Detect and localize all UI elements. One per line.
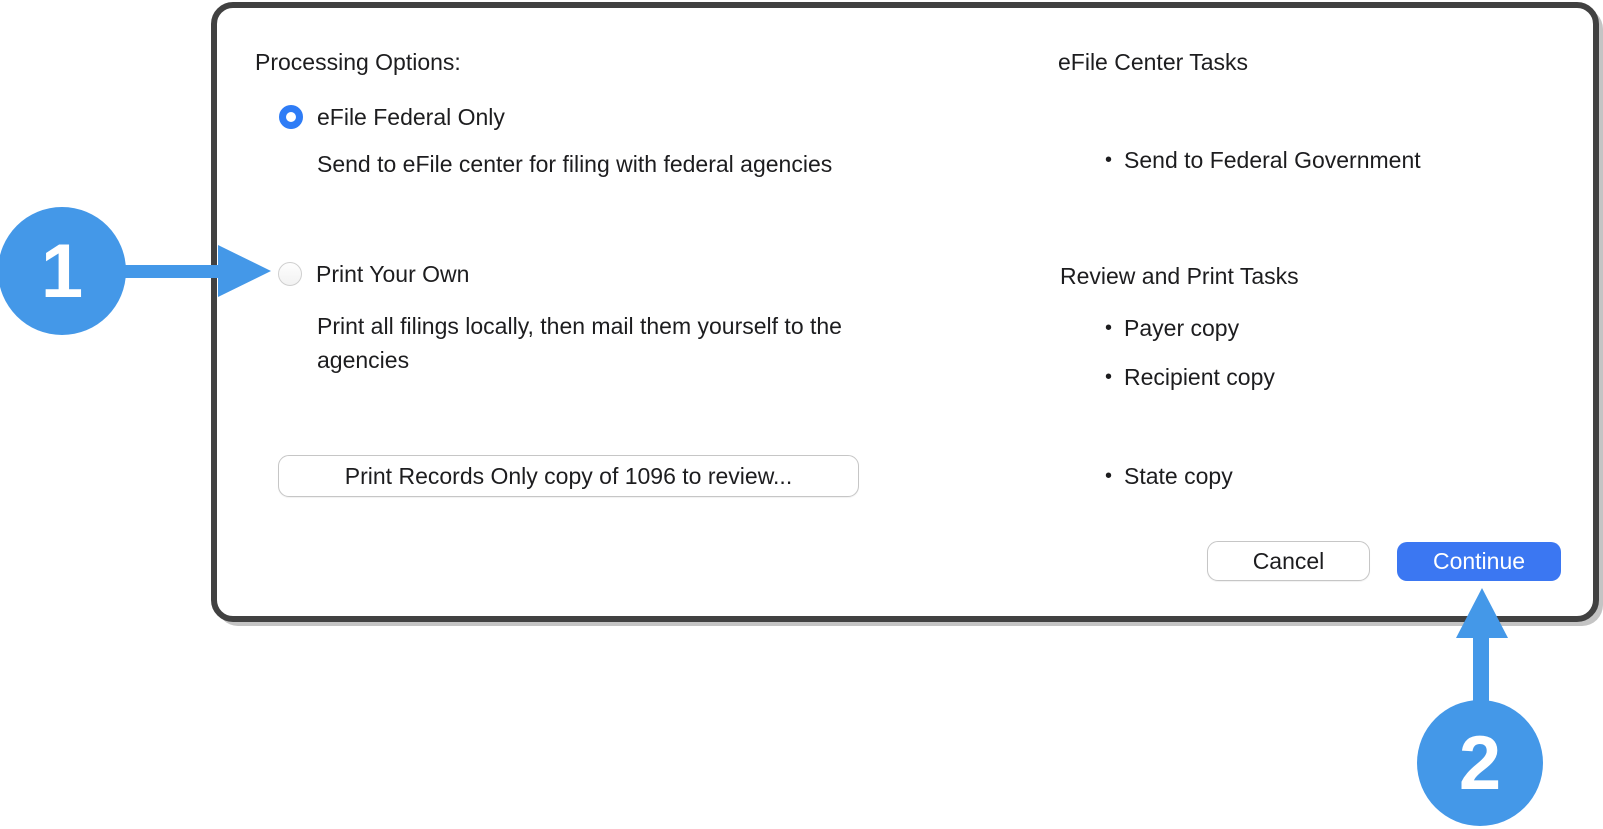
print-your-own-description: Print all filings locally, then mail them yourself to the agencies: [317, 313, 842, 373]
bullet-icon: •: [1105, 366, 1113, 388]
callout-2-number: 2: [1458, 720, 1502, 806]
payer-copy-label: Payer copy: [1124, 315, 1240, 341]
efile-task-item: [1105, 145, 1421, 175]
review-print-tasks-heading: Review and Print Tasks: [1060, 263, 1299, 289]
state-copy-label: State copy: [1124, 463, 1233, 489]
efile-federal-only-option[interactable]: [279, 102, 505, 132]
callout-2-badge: [1417, 700, 1543, 826]
print-your-own-option[interactable]: [278, 259, 469, 289]
continue-button[interactable]: Continue: [1397, 542, 1561, 581]
print-your-own-label: Print Your Own: [316, 261, 470, 287]
bullet-icon: •: [1105, 465, 1113, 487]
bullet-icon: •: [1105, 149, 1113, 171]
callout-2-arrow-icon: [1456, 588, 1508, 638]
efile-task-label: Send to Federal Government: [1124, 147, 1421, 173]
print-your-own-radio-icon[interactable]: [278, 262, 302, 286]
efile-federal-only-label: eFile Federal Only: [317, 104, 505, 130]
callout-2-arrow-shaft: [1473, 633, 1489, 708]
processing-options-label: Processing Options:: [255, 49, 461, 75]
efile-center-tasks-heading: eFile Center Tasks: [1058, 49, 1249, 75]
efile-processing-dialog: [211, 2, 1599, 622]
callout-1-badge: [0, 207, 126, 335]
callout-1-arrow-shaft: [118, 265, 222, 278]
review-task-item: [1105, 461, 1233, 491]
efile-federal-only-radio-icon[interactable]: [279, 105, 303, 129]
review-task-item: [1105, 362, 1275, 392]
cancel-button[interactable]: Cancel: [1207, 541, 1370, 581]
callout-1-arrow-icon: [218, 245, 271, 297]
recipient-copy-label: Recipient copy: [1124, 364, 1275, 390]
review-task-item: [1105, 313, 1239, 343]
bullet-icon: •: [1105, 317, 1113, 339]
efile-federal-only-description: Send to eFile center for filing with federal agencies: [317, 151, 833, 177]
callout-1-number: 1: [40, 228, 84, 314]
print-records-button[interactable]: Print Records Only copy of 1096 to review...: [278, 455, 859, 497]
